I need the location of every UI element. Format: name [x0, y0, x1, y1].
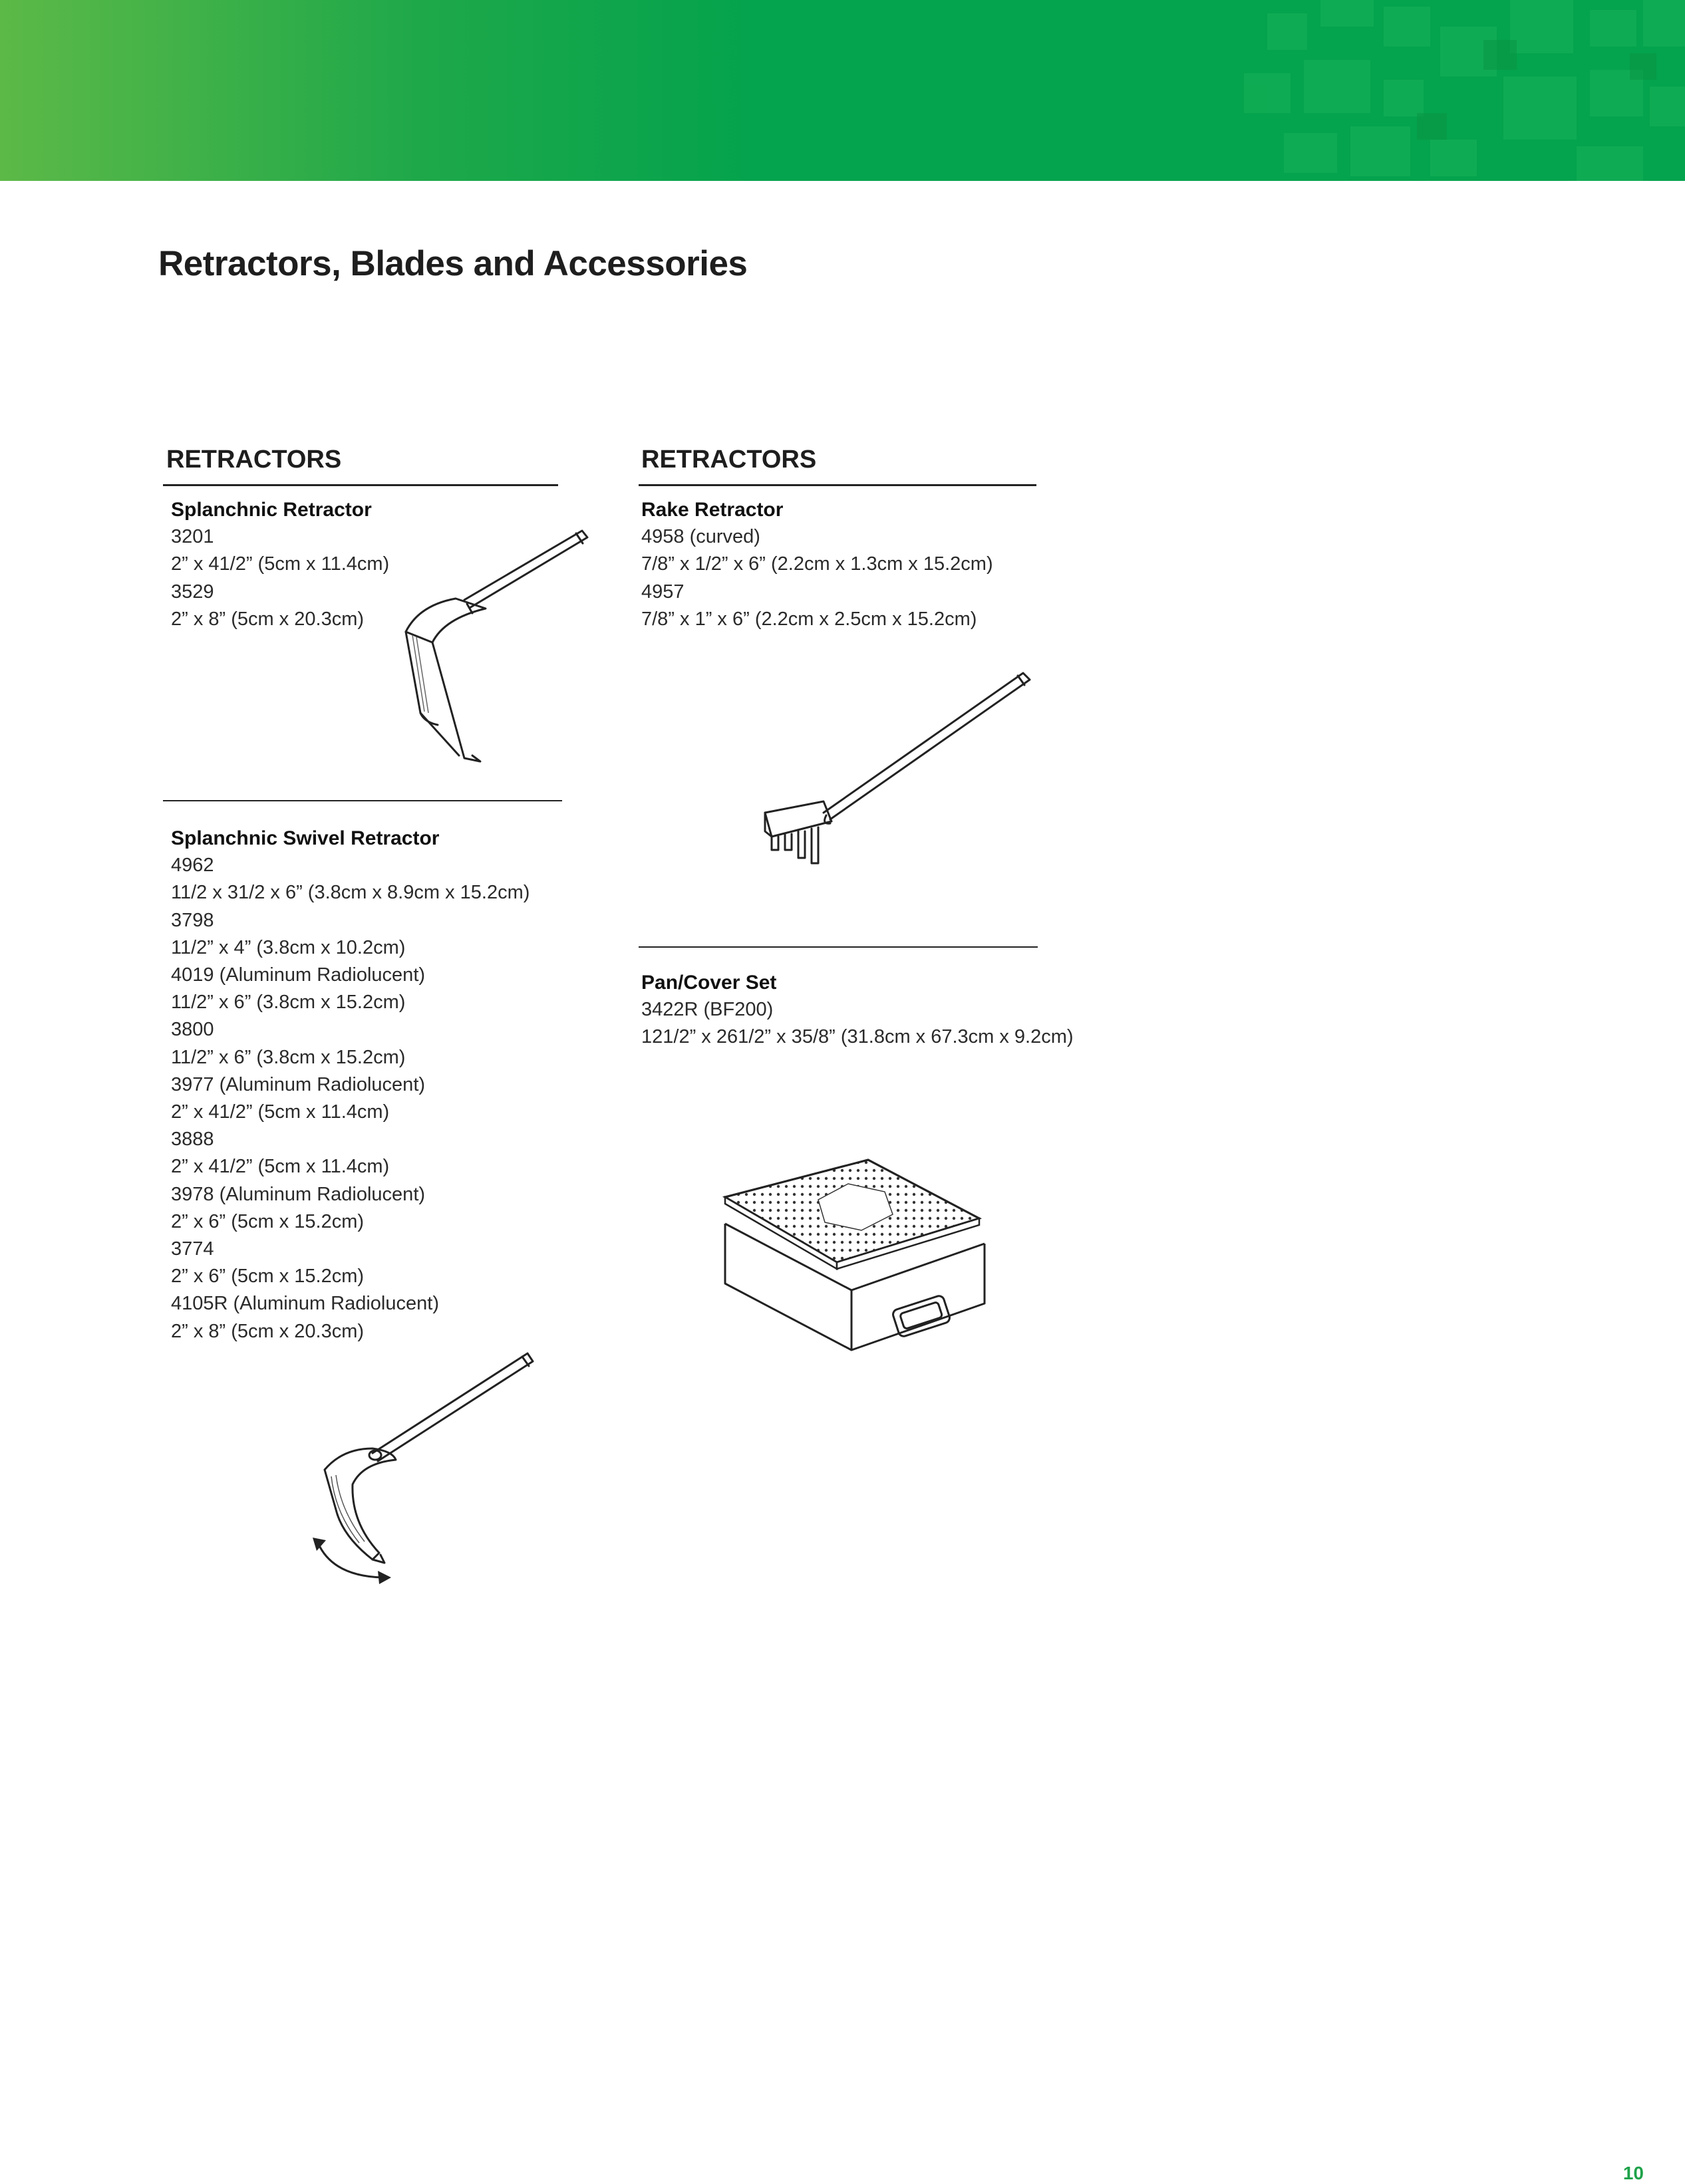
product-rake-retractor [641, 496, 993, 633]
left-divider-rule [163, 800, 562, 801]
right-heading-rule [639, 484, 1036, 486]
product-line: 4958 (curved) [641, 526, 760, 548]
rake-retractor-illustration [752, 665, 1038, 878]
product-line: 4957 [641, 581, 685, 603]
product-line: 3774 [171, 1238, 214, 1260]
splanchnic-swivel-retractor-illustration [306, 1343, 545, 1596]
header-banner [0, 0, 1685, 181]
product-line: 3201 [171, 526, 214, 548]
product-line: 2” x 8” (5cm x 20.3cm) [171, 1320, 365, 1342]
product-line: 7/8” x 1” x 6” (2.2cm x 2.5cm x 15.2cm) [641, 608, 977, 630]
product-splanchnic-swivel-retractor [171, 825, 530, 1345]
product-name: Splanchnic Swivel Retractor [171, 827, 440, 849]
product-name: Splanchnic Retractor [171, 499, 372, 521]
product-line: 4105R (Aluminum Radiolucent) [171, 1293, 439, 1315]
product-line: 121/2” x 261/2” x 35/8” (31.8cm x 67.3cm x 9.2cm) [641, 1026, 1074, 1048]
pan-cover-set-illustration [718, 1151, 998, 1383]
banner-tile-pattern [0, 0, 1685, 181]
product-line: 3798 [171, 909, 214, 931]
product-line: 3529 [171, 581, 214, 603]
product-line: 2” x 6” (5cm x 15.2cm) [171, 1210, 365, 1232]
left-heading-rule [163, 484, 558, 486]
page-number: 10 [1622, 2163, 1644, 2183]
product-line: 11/2 x 31/2 x 6” (3.8cm x 8.9cm x 15.2cm) [171, 882, 530, 904]
product-line: 3800 [171, 1019, 214, 1041]
right-section-heading: RETRACTORS [641, 446, 817, 474]
product-splanchnic-retractor [171, 496, 389, 633]
product-line: 2” x 41/2” (5cm x 11.4cm) [171, 1101, 390, 1123]
product-line: 3888 [171, 1129, 214, 1151]
page-title: Retractors, Blades and Accessories [158, 244, 748, 283]
right-divider-rule [639, 946, 1038, 948]
product-line: 7/8” x 1/2” x 6” (2.2cm x 1.3cm x 15.2cm) [641, 553, 993, 575]
product-line: 3978 (Aluminum Radiolucent) [171, 1183, 426, 1205]
product-line: 3422R (BF200) [641, 999, 774, 1021]
product-pan-cover-set [641, 969, 1074, 1051]
product-line: 4962 [171, 855, 214, 877]
product-line: 2” x 41/2” (5cm x 11.4cm) [171, 553, 390, 575]
splanchnic-retractor-illustration [392, 519, 599, 771]
product-line: 2” x 6” (5cm x 15.2cm) [171, 1266, 365, 1288]
product-line: 2” x 8” (5cm x 20.3cm) [171, 608, 365, 630]
product-line: 11/2” x 4” (3.8cm x 10.2cm) [171, 936, 406, 958]
product-line: 11/2” x 6” (3.8cm x 15.2cm) [171, 992, 406, 1014]
left-section-heading: RETRACTORS [166, 446, 342, 474]
product-line: 3977 (Aluminum Radiolucent) [171, 1073, 426, 1095]
product-line: 2” x 41/2” (5cm x 11.4cm) [171, 1156, 390, 1178]
product-name: Pan/Cover Set [641, 972, 777, 994]
product-line: 4019 (Aluminum Radiolucent) [171, 964, 426, 986]
product-line: 11/2” x 6” (3.8cm x 15.2cm) [171, 1046, 406, 1068]
product-name: Rake Retractor [641, 499, 784, 521]
